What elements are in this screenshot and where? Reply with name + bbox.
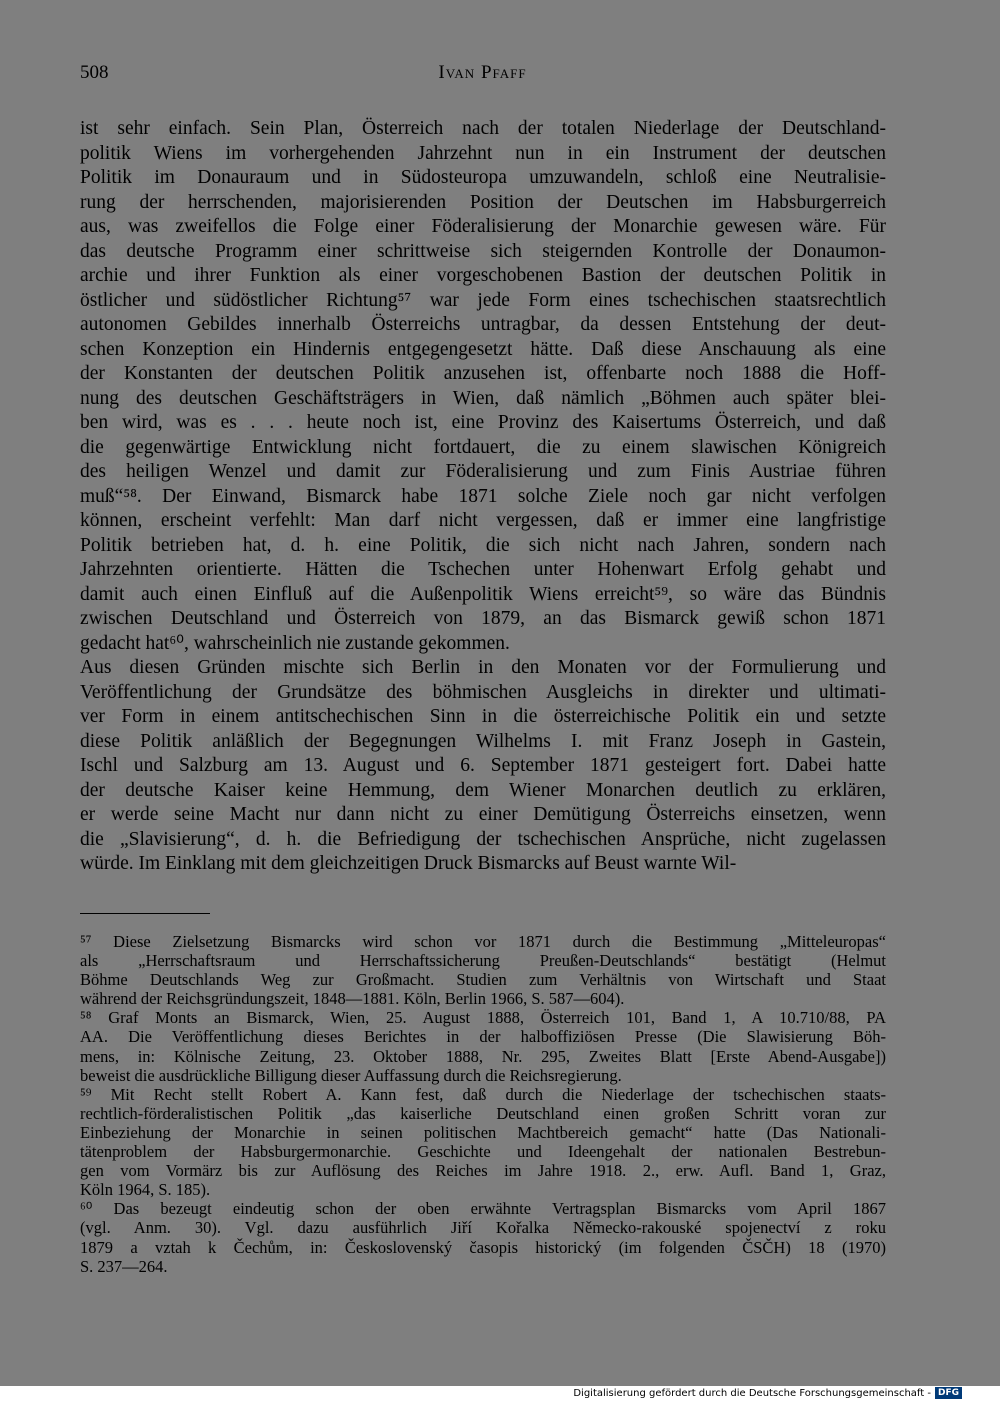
dfg-attribution (573, 1387, 962, 1401)
footnote-line: ⁶⁰ Das bezeugt eindeutig schon der oben erwähnte Vertragsplan Bismarcks vom April 1867 (80, 1199, 886, 1219)
body-line: politik Wiens im vorhergehenden Jahrzehnt nun in ein Instrument der deutschen (80, 142, 886, 164)
body-line: diese Politik anläßlich der Begegnungen Wilhelms I. mit Franz Joseph in Gastein, (80, 730, 886, 752)
body-line: schen Konzeption ein Hindernis entgegengesetzt hätte. Daß diese Anschauung als eine (80, 338, 886, 360)
body-line: würde. Im Einklang mit dem gleichzeitigen Druck Bismarcks auf Beust warnte Wil- (80, 853, 737, 874)
footnote-line: Einbeziehung der Monarchie in seinen politischen Machtbereich gemacht“ hatte (Das Nationali- (80, 1122, 886, 1142)
page-number: 508 (80, 62, 109, 83)
body-line: Ischl und Salzburg am 13. August und 6. September 1871 gesteigert fort. Dabei hatte (80, 755, 886, 776)
footnote-line: rechtlich-förderalistischen Politik „das kaiserliche Deutschland einen großen Schritt voran zur (80, 1103, 886, 1123)
footnote-line: gen vom Vormärz bis zur Auflösung des Reiches im Jahre 1918. 2., erw. Aufl. Band 1, Graz, (80, 1161, 886, 1181)
footnote-line: Köln 1964, S. 185). (80, 1180, 211, 1200)
footnote-line: tätenproblem der Habsburgermonarchie. Geschichte und Ideengehalt der nationalen Bestrebun- (80, 1142, 886, 1162)
footnotes (80, 932, 886, 1276)
body-line: Jahrzehnten orientierte. Hätten die Tschechen unter Hohenwart Erfolg gehabt und (80, 559, 886, 580)
body-line: das deutsche Programm einer schrittweise sich steigernden Kontrolle der Donaumon- (80, 240, 886, 262)
footnote-divider (80, 913, 210, 914)
body-line: rung der herrschenden, majorisierenden Position der Deutschen im Habsburgerreich (80, 191, 886, 213)
footnote-line: ⁵⁸ Graf Monts an Bismarck, Wien, 25. August 1888, Österreich 101, Band 1, A 10.710/88, PA (80, 1008, 886, 1028)
body-line: Aus diesen Gründen mischte sich Berlin in den Monaten vor der Formulierung und (80, 657, 886, 678)
body-line: die „Slavisierung“, d. h. die Befriedigung der tschechischen Ansprüche, nicht zugelassen (80, 828, 886, 850)
body-line: Politik im Donauraum und in Südosteuropa umzuwandeln, schloß eine Neutralisie- (80, 167, 886, 188)
body-line: die gegenwärtige Entwicklung nicht fortdauert, die zu einem slawischen Königreich (80, 436, 886, 458)
footnote-line: ⁵⁷ Diese Zielsetzung Bismarcks wird schon vor 1871 durch die Bestimmung „Mitteleuropas“ (80, 932, 886, 951)
footnote-line: (vgl. Anm. 30). Vgl. dazu ausführlich Jiří Kořalka Německo-rakouské spojenectví z roku (80, 1218, 886, 1238)
body-line: zwischen Deutschland und Österreich von 1879, an das Bismarck gewiß schon 1871 (80, 608, 886, 629)
body-text (80, 117, 886, 877)
body-line: des heiligen Wenzel und damit zur Föderalisierung und zum Finis Austriae führen (80, 461, 886, 482)
body-line: nung des deutschen Geschäftsträgers in Wien, daß nämlich „Böhmen auch später blei- (80, 387, 886, 409)
body-line: gedacht hat⁶⁰, wahrscheinlich nie zustande gekommen. (80, 632, 510, 654)
body-line: Veröffentlichung der Grundsätze des böhmischen Ausgleichs in direkter und ultimati- (80, 681, 886, 703)
body-line: aus, was zweifellos die Folge einer Föderalisierung der Monarchie gewesen wäre. Für (80, 216, 886, 237)
body-line: ben wird, was es . . . heute noch ist, eine Provinz des Kaisertums Österreich, und daß (80, 412, 886, 433)
footnote-line: als „Herrschaftsraum und Herrschaftssicherung Preußen-Deutschlands“ bestätigt (Helmut (80, 951, 886, 971)
attribution-text: Digitalisierung gefördert durch die Deutsche Forschungsgemeinschaft - (573, 1388, 931, 1399)
running-head: Ivan Pfaff (438, 62, 527, 83)
footnote-line: ⁵⁹ Mit Recht stellt Robert A. Kann fest, daß durch die Niederlage der tschechischen staats- (80, 1084, 886, 1104)
footnote-line: beweist die ausdrückliche Billigung dieser Auffassung durch die Reichsregierung. (80, 1065, 622, 1085)
body-line: östlicher und südöstlicher Richtung⁵⁷ war jede Form eines tschechischen staatsrechtlich (80, 289, 886, 311)
body-line: archie und ihrer Funktion als einer vorgeschobenen Bastion der deutschen Politik in (80, 265, 886, 286)
body-line: ver Form in einem antitschechischen Sinn in die österreichische Politik ein und setzte (80, 706, 886, 727)
page-header (80, 62, 885, 90)
body-line: der deutsche Kaiser keine Hemmung, dem Wiener Monarchen deutlich zu erklären, (80, 779, 886, 801)
body-line: ist sehr einfach. Sein Plan, Österreich nach der totalen Niederlage der Deutschland- (80, 118, 886, 139)
dfg-logo: DFG (935, 1387, 962, 1399)
body-line: damit auch einen Einfluß auf die Außenpolitik Wiens erreicht⁵⁹, so wäre das Bündnis (80, 583, 886, 605)
body-line: autonomen Gebildes innerhalb Österreichs untragbar, da dessen Entstehung der deut- (80, 314, 886, 335)
footnote-line: 1879 a vztah k Čechům, in: Československý časopis historický (im folgenden ČSČH) 18 (1970) (80, 1237, 886, 1257)
body-line: Politik betrieben hat, d. h. eine Politik, die sich nicht nach Jahren, sondern nach (80, 534, 886, 556)
body-line: können, erscheint verfehlt: Man darf nicht vergessen, daß er immer eine langfristige (80, 510, 886, 531)
footnote-line: S. 237—264. (80, 1256, 168, 1276)
footnote-line: Böhme Deutschlands Weg zur Großmacht. Studien zum Verhältnis von Wirtschaft und Staat (80, 970, 886, 990)
footnote-line: während der Reichsgründungszeit, 1848—1881. Köln, Berlin 1966, S. 587—604). (80, 989, 625, 1009)
body-line: der Konstanten der deutschen Politik anzusehen ist, offenbarte noch 1888 die Hoff- (80, 363, 886, 384)
footnote-line: mens, in: Kölnische Zeitung, 23. Oktober 1888, Nr. 295, Zweites Blatt [Erste Abend-Ausgabe]) (80, 1046, 886, 1066)
footnote-line: AA. Die Veröffentlichung dieses Berichtes in der halboffiziösen Presse (Die Slawisierung Böh- (80, 1027, 886, 1047)
body-line: muß“⁵⁸. Der Einwand, Bismarck habe 1871 solche Ziele noch gar nicht verfolgen (80, 485, 886, 507)
body-line: er werde seine Macht nur dann nicht zu einer Demütigung Österreichs einsetzen, wenn (80, 804, 886, 825)
